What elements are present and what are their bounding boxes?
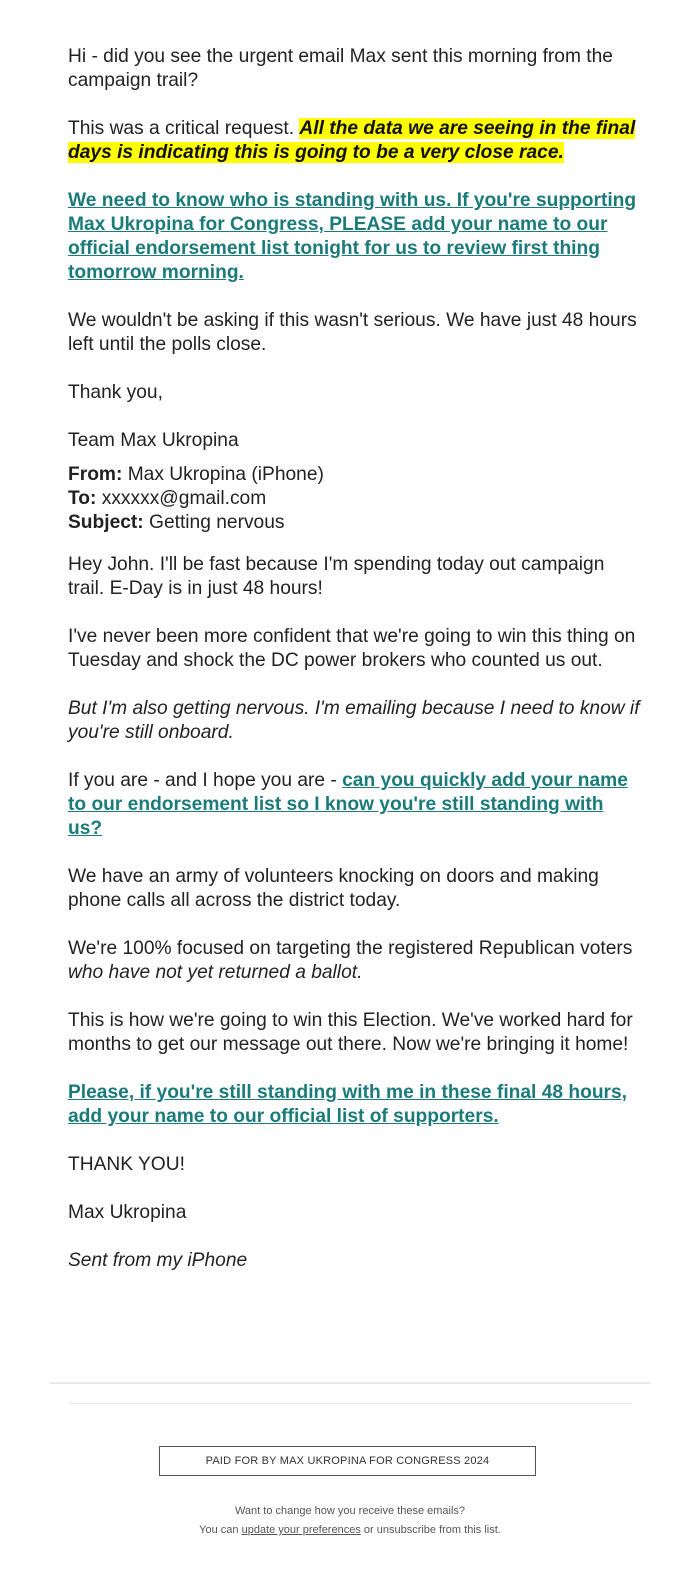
targeting-italic: who have not yet returned a ballot. [68,962,363,983]
paragraph-targeting [68,937,640,985]
paragraph-volunteers: We have an army of volunteers knocking on doors and making phone calls all across the district today. [68,866,599,911]
you-can-text: You can [199,1524,242,1536]
sent-from-line: Sent from my iPhone [68,1250,248,1271]
preferences-prompt: Want to change how you receive these emails? [234,1505,466,1517]
paid-for-disclaimer-box [159,1446,536,1476]
unsubscribe-text: or unsubscribe from this list. [360,1524,501,1536]
subject-line [68,511,640,535]
paragraph-fast: Hey John. I'll be fast because I'm spending today out campaign trail. E-Day is in just 48 hours! [68,554,605,599]
forwarded-headers [68,463,640,535]
to-label: To: [68,488,97,509]
thanks-line: Thank you, [68,382,163,403]
thank-you-caps: THANK YOU! [68,1154,185,1175]
paragraph-nervous: But I'm also getting nervous. I'm emailing because I need to know if you're still onboard. [68,698,640,743]
subject-label: Subject: [68,512,144,533]
supporters-list-link[interactable]: Please, if you're still standing with me in these final 48 hours, add your name to our official list of supporters. [68,1082,628,1127]
targeting-lead: We're 100% focused on targeting the registered Republican voters [68,938,633,959]
preferences-line [0,1522,700,1538]
footer-divider-inner [68,1403,632,1404]
serious-paragraph: We wouldn't be asking if this wasn't serious. We have just 48 hours left until the polls close. [68,310,637,355]
update-preferences-link[interactable]: update your preferences [241,1524,361,1536]
from-line [68,463,640,487]
cta2-lead: If you are - and I hope you are - [68,770,343,791]
footer-divider-outer [50,1382,650,1384]
subject-value: Getting nervous [143,512,285,533]
request-paragraph [68,117,640,165]
paragraph-confident: I've never been more confident that we're going to win this thing on Tuesday and shock the DC power brokers who counted us out. [68,626,636,671]
from-value: Max Ukropina (iPhone) [122,464,324,485]
endorsement-link-1[interactable]: We need to know who is standing with us. If you're supporting Max Ukropina for Congress, PLEASE add your name to our official endorsement list tonight for us to review first thing tomorrow morning. [68,190,637,283]
team-signature: Team Max Ukropina [68,430,239,451]
cta-paragraph-3 [68,1081,640,1129]
signature-name: Max Ukropina [68,1202,187,1223]
cta-paragraph-1 [68,189,640,285]
endorsement-link-2[interactable]: can you quickly add your name to our endorsement list so I know you're still standing with us? [68,770,628,839]
email-body [68,45,640,1297]
paid-for-text: PAID FOR BY MAX UKROPINA FOR CONGRESS 2024 [205,1455,490,1467]
from-label: From: [68,464,123,485]
to-line [68,487,640,511]
intro-paragraph: Hi - did you see the urgent email Max sent this morning from the campaign trail? [68,46,613,91]
cta-paragraph-2 [68,769,640,841]
to-value: xxxxxx@gmail.com [96,488,267,509]
paragraph-win: This is how we're going to win this Election. We've worked hard for months to get our message out there. Now we're bringing it home! [68,1010,633,1055]
request-lead: This was a critical request. [68,118,300,139]
highlighted-text: All the data we are seeing in the final days is indicating this is going to be a very close race. [68,118,636,163]
